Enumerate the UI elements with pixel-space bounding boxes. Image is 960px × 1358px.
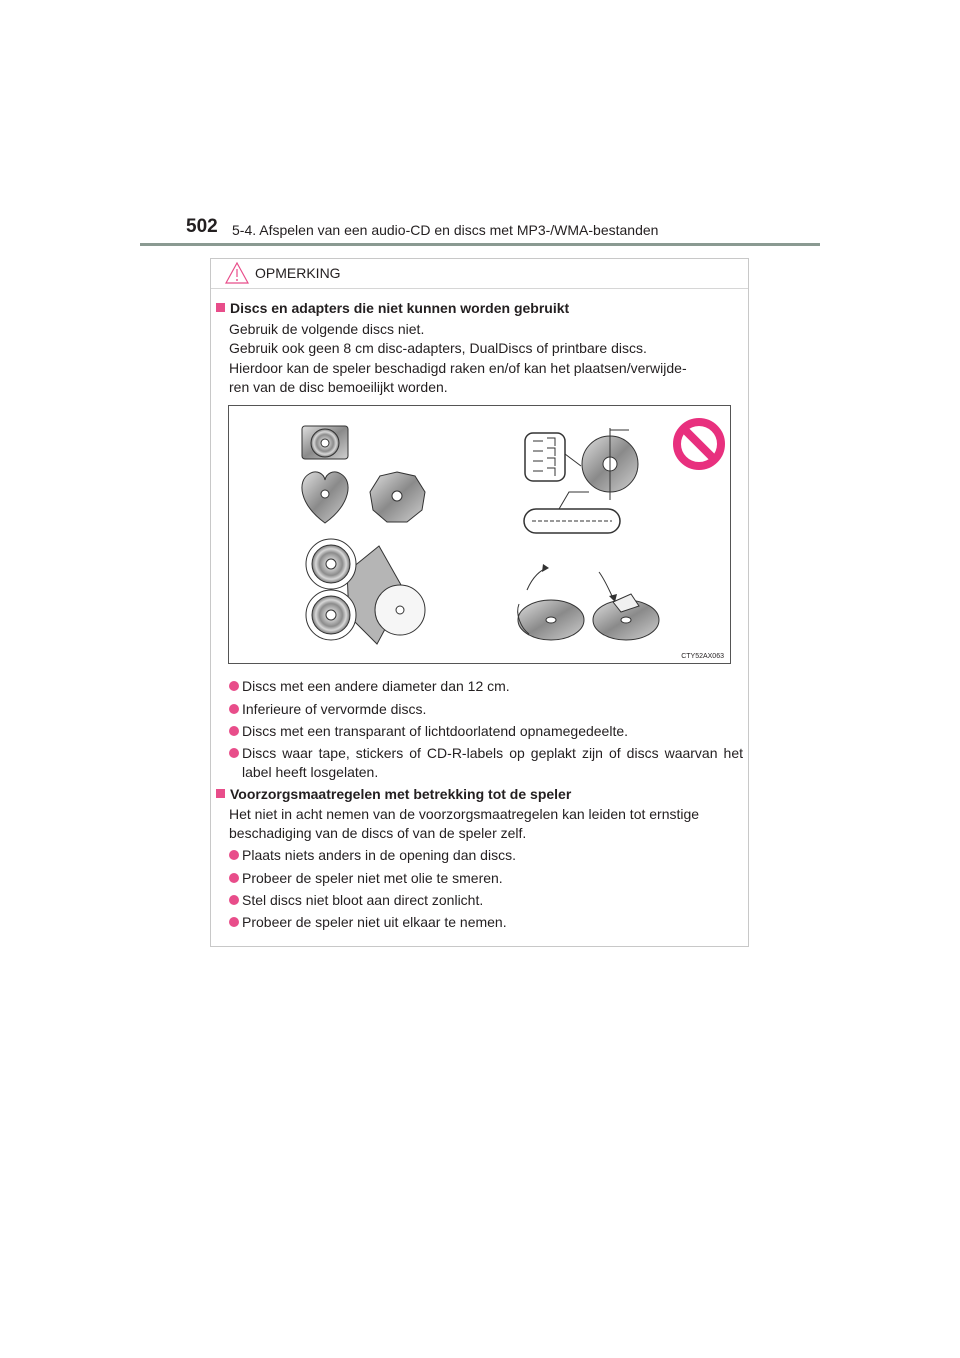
heart-disc-icon bbox=[302, 472, 348, 523]
header-rule bbox=[140, 243, 820, 246]
bullet-dot bbox=[229, 873, 239, 883]
bullet-dot bbox=[229, 704, 239, 714]
bullet-dot bbox=[229, 917, 239, 927]
list-item-text: Inferieure of vervormde discs. bbox=[242, 701, 427, 717]
disc-illustration bbox=[228, 405, 731, 664]
notice-header bbox=[211, 259, 748, 289]
transparent-disc-icon bbox=[524, 428, 638, 533]
bullet-dot bbox=[229, 850, 239, 860]
section-marker bbox=[216, 789, 225, 798]
warning-icon bbox=[225, 262, 249, 284]
list-item bbox=[229, 700, 743, 719]
list-item-text: Stel discs niet bloot aan direct zonlicht. bbox=[242, 892, 484, 908]
header-title: 5-4. Afspelen van een audio-CD en discs met MP3-/WMA-bestanden bbox=[232, 222, 659, 238]
paragraph-line: Hierdoor kan de speler beschadigd raken en/of kan het plaatsen/verwijde- bbox=[229, 359, 687, 376]
list-item-text: Discs met een transparant of lichtdoorlatend opnamegedeelte. bbox=[242, 723, 629, 739]
list-item-text: Probeer de speler niet uit elkaar te nemen. bbox=[242, 914, 507, 930]
paragraph-line: Het niet in acht nemen van de voorzorgsmaatregelen kan leiden tot ernstige bbox=[229, 806, 700, 822]
square-disc-icon bbox=[302, 426, 348, 459]
section-marker bbox=[216, 303, 225, 312]
list-item bbox=[229, 846, 743, 865]
prohibition-icon bbox=[677, 422, 721, 466]
peeling-label-disc-icon bbox=[518, 564, 659, 640]
bullet-dot bbox=[229, 681, 239, 691]
paragraph-line: beschadiging van de discs of van de speler zelf. bbox=[229, 825, 527, 842]
notice-label: OPMERKING bbox=[255, 265, 341, 281]
paragraph-line: Gebruik de volgende discs niet. bbox=[229, 321, 425, 337]
list-item-text: Discs met een andere diameter dan 12 cm. bbox=[242, 678, 510, 694]
bullet-dot bbox=[229, 895, 239, 905]
list-item bbox=[229, 869, 743, 888]
list-item-text: Probeer de speler niet met olie te smeren. bbox=[242, 870, 503, 886]
section-heading-player-precautions bbox=[216, 785, 571, 804]
paragraph-line: ren van de disc bemoeilijkt worden. bbox=[229, 378, 448, 395]
section1-paragraph bbox=[229, 320, 743, 397]
disc-illustration-graphic bbox=[229, 406, 732, 665]
list-item-text: Discs waar tape, stickers of CD-R-labels op geplakt zijn of discs waarvan het label heeft losgelaten. bbox=[242, 745, 743, 780]
irregular-disc-icon bbox=[370, 472, 425, 522]
page-number: 502 bbox=[186, 216, 218, 237]
bullet-dot bbox=[229, 748, 239, 758]
section2-paragraph bbox=[229, 805, 743, 844]
list-item bbox=[229, 913, 743, 932]
list-item bbox=[229, 722, 743, 741]
section-heading-text: Discs en adapters die niet kunnen worden gebruikt bbox=[230, 300, 570, 316]
page-header bbox=[0, 0, 960, 250]
section-heading-text: Voorzorgsmaatregelen met betrekking tot de speler bbox=[230, 786, 572, 802]
list-item bbox=[229, 891, 743, 910]
list-item-text: Plaats niets anders in de opening dan discs. bbox=[242, 847, 516, 863]
list-item bbox=[229, 677, 743, 696]
illustration-code: CTY52AX063 bbox=[681, 653, 724, 660]
disc-adapter-icon bbox=[306, 539, 425, 644]
section-heading-unusable-discs bbox=[216, 299, 569, 318]
list-item bbox=[229, 744, 743, 782]
paragraph-line: Gebruik ook geen 8 cm disc-adapters, DualDiscs of printbare discs. bbox=[229, 340, 647, 357]
bullet-dot bbox=[229, 726, 239, 736]
